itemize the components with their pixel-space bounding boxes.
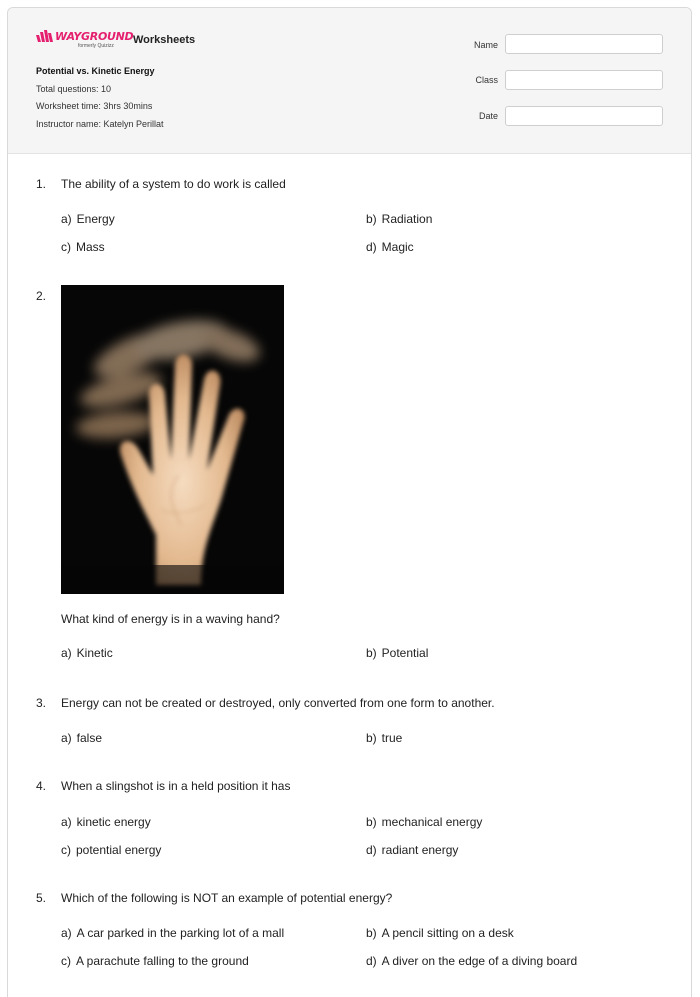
answer-option[interactable] [61, 954, 249, 968]
option-letter: c) [61, 954, 71, 968]
option-text: Kinetic [76, 646, 113, 660]
option-text: radiant energy [381, 843, 459, 857]
answer-option[interactable] [366, 731, 402, 745]
waving-hand-photo [61, 285, 284, 594]
answer-option[interactable] [366, 212, 432, 226]
option-text: Energy [76, 212, 115, 226]
worksheet-header [8, 8, 691, 154]
logo-mark-icon [36, 30, 53, 42]
question-number: 1. [36, 177, 47, 191]
question-text: What kind of energy is in a waving hand? [61, 612, 280, 626]
option-letter: b) [366, 731, 377, 745]
total-questions: Total questions: 10 [36, 83, 112, 94]
answer-option[interactable] [366, 240, 414, 254]
option-text: mechanical energy [381, 815, 483, 829]
answer-option[interactable] [366, 926, 514, 940]
option-letter: a) [61, 212, 72, 226]
option-letter: a) [61, 646, 72, 660]
answer-option[interactable] [61, 212, 115, 226]
question-text: Which of the following is NOT an example of potential energy? [61, 891, 393, 905]
question-text: Energy can not be created or destroyed, only converted from one form to another. [61, 696, 495, 710]
option-text: kinetic energy [76, 815, 151, 829]
answer-option[interactable] [366, 815, 482, 829]
option-text: false [76, 731, 103, 745]
date-field[interactable] [505, 106, 663, 126]
worksheet-page [7, 7, 692, 997]
wayground-logo [36, 30, 134, 54]
option-letter: b) [366, 926, 377, 940]
option-letter: d) [366, 240, 377, 254]
question-text: When a slingshot is in a held position it has [61, 779, 291, 793]
option-letter: d) [366, 843, 377, 857]
option-letter: a) [61, 815, 72, 829]
option-text: A car parked in the parking lot of a mall [76, 926, 285, 940]
answer-option[interactable] [61, 240, 105, 254]
class-field[interactable] [505, 70, 663, 90]
answer-option[interactable] [61, 843, 161, 857]
answer-option[interactable] [366, 954, 577, 968]
class-label: Class [475, 75, 498, 85]
worksheet-title: Potential vs. Kinetic Energy [36, 66, 155, 76]
answer-option[interactable] [61, 646, 113, 660]
question-number: 3. [36, 696, 47, 710]
logo-wordmark: WAYGROUND [55, 30, 134, 43]
option-letter: d) [366, 954, 377, 968]
option-text: A pencil sitting on a desk [381, 926, 514, 940]
question-text: The ability of a system to do work is called [61, 177, 286, 191]
option-letter: c) [61, 240, 71, 254]
option-letter: b) [366, 646, 377, 660]
option-letter: b) [366, 212, 377, 226]
hand-illustration [61, 285, 284, 594]
option-letter: a) [61, 926, 72, 940]
answer-option[interactable] [61, 815, 151, 829]
answer-option[interactable] [366, 843, 458, 857]
name-field[interactable] [505, 34, 663, 54]
worksheet-time: Worksheet time: 3hrs 30mins [36, 101, 153, 111]
logo-subtext: formerly Quizizz [78, 43, 114, 49]
instructor-name: Instructor name: Katelyn Perillat [36, 118, 164, 129]
question-number: 5. [36, 891, 47, 905]
answer-option[interactable] [61, 731, 102, 745]
question-number: 2. [36, 289, 47, 303]
option-text: Radiation [381, 212, 433, 226]
option-text: true [381, 731, 403, 745]
option-letter: c) [61, 843, 71, 857]
option-text: Magic [381, 240, 414, 254]
option-letter: a) [61, 731, 72, 745]
question-number: 4. [36, 779, 47, 793]
worksheet-meta [36, 66, 164, 136]
app-title: Worksheets [133, 34, 196, 46]
option-text: Mass [76, 240, 105, 254]
option-text: A diver on the edge of a diving board [381, 954, 578, 968]
option-text: A parachute falling to the ground [76, 954, 249, 968]
option-text: potential energy [76, 843, 162, 857]
option-letter: b) [366, 815, 377, 829]
date-label: Date [478, 111, 498, 121]
answer-option[interactable] [366, 646, 428, 660]
option-text: Potential [381, 646, 429, 660]
answer-option[interactable] [61, 926, 284, 940]
name-label: Name [473, 40, 498, 50]
